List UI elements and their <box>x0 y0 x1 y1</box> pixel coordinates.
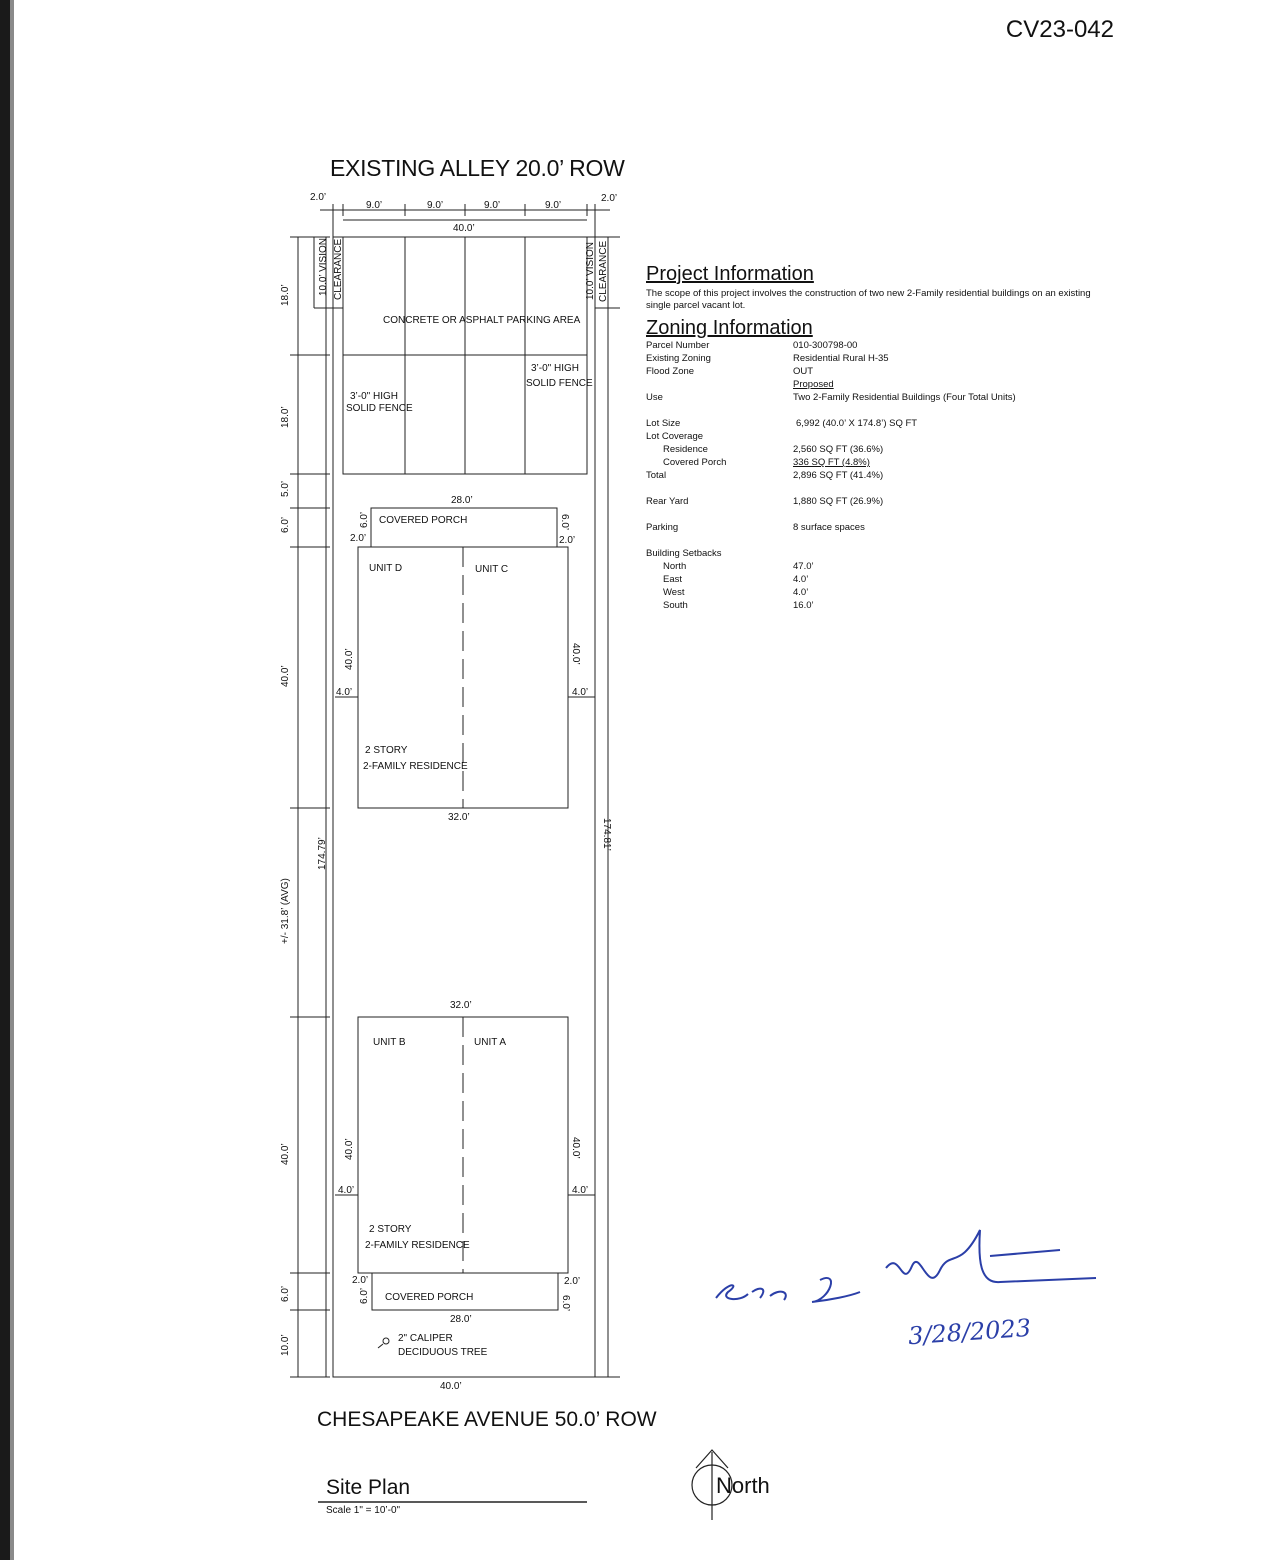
bldg-south-depth-l: 40.0’ <box>344 1138 355 1160</box>
zoning-label: North <box>663 561 687 572</box>
bldg-south-setback-l: 4.0’ <box>338 1185 355 1196</box>
unit-a-label: UNIT A <box>474 1037 507 1048</box>
porch-north-depth-l: 6.0’ <box>359 511 370 528</box>
case-number: CV23-042 <box>1005 16 1114 43</box>
zoning-label: Use <box>646 392 663 403</box>
zoning-label: East <box>663 574 683 585</box>
zoning-value: 47.0’ <box>793 561 814 572</box>
zoning-label: Residence <box>663 444 708 455</box>
bldg-north-depth-l: 40.0’ <box>344 648 355 670</box>
dim-left-0: 18.0’ <box>280 284 291 306</box>
porch-north-width: 28.0’ <box>451 495 473 506</box>
bldg-north-setback-l: 4.0’ <box>336 687 353 698</box>
bldg-south-setback-r: 4.0’ <box>572 1185 589 1196</box>
porch-south-depth-r: 6.0’ <box>560 1295 571 1312</box>
zoning-label: Lot Size <box>646 418 681 429</box>
porch-south-label: COVERED PORCH <box>385 1292 474 1303</box>
bldg-north-depth-r: 40.0’ <box>570 643 581 665</box>
bldg-north-type-2: 2-FAMILY RESIDENCE <box>363 761 468 772</box>
porch-north-offset-r: 2.0’ <box>559 535 576 546</box>
porch-south-offset-l: 2.0’ <box>352 1275 369 1286</box>
signature-mark <box>716 1230 1096 1302</box>
project-scope: The scope of this project involves the construction of two new 2-Family residential buildings on an existing single parcel vacant lot. <box>646 288 1091 311</box>
zoning-value: 8 surface spaces <box>793 522 865 533</box>
bldg-south-width: 32.0’ <box>450 1000 472 1011</box>
dim-left-2: 5.0’ <box>280 480 291 497</box>
fence-right-2: SOLID FENCE <box>526 378 593 389</box>
street-label: CHESAPEAKE AVENUE 50.0’ ROW <box>317 1408 657 1431</box>
zoning-value: 4.0’ <box>793 574 809 585</box>
dim-top-0: 2.0’ <box>310 192 327 203</box>
vision-right-1: 10.0’ VISION <box>585 242 596 300</box>
zoning-label: Covered Porch <box>663 457 727 468</box>
north-label: North <box>716 1473 770 1498</box>
zoning-table <box>646 340 1106 610</box>
zoning-value: 2,560 SQ FT (36.6%) <box>793 444 884 455</box>
zoning-value: 336 SQ FT (4.8%) <box>793 457 870 468</box>
zoning-value: 4.0’ <box>793 587 809 598</box>
zoning-value: OUT <box>793 366 814 377</box>
proposed-label: Proposed <box>793 379 834 390</box>
porch-south-width: 28.0’ <box>450 1314 472 1325</box>
zoning-value: Residential Rural H-35 <box>793 353 889 364</box>
zoning-value: Two 2-Family Residential Buildings (Four Total Units) <box>793 392 1016 403</box>
dim-top-3: 9.0’ <box>484 200 501 211</box>
zoning-label: Parcel Number <box>646 340 710 351</box>
porch-south-offset-r: 2.0’ <box>564 1276 581 1287</box>
dim-top-total: 40.0’ <box>453 223 475 234</box>
plan-scale: Scale 1" = 10’-0" <box>326 1505 401 1516</box>
porch-north <box>371 508 557 547</box>
signature-date: 3/28/2023 <box>907 1313 1032 1351</box>
lot-depth-right: 174.81’ <box>601 818 612 851</box>
dim-top-2: 9.0’ <box>427 200 444 211</box>
zoning-label: Total <box>646 470 667 481</box>
dim-left-3: 6.0’ <box>280 516 291 533</box>
bldg-north-width: 32.0’ <box>448 812 470 823</box>
unit-d-label: UNIT D <box>369 563 403 574</box>
dim-left-6: 40.0’ <box>280 1143 291 1165</box>
porch-north-offset-l: 2.0’ <box>350 533 367 544</box>
porch-north-label: COVERED PORCH <box>379 515 468 526</box>
bldg-north-setback-r: 4.0’ <box>572 687 589 698</box>
zoning-value: 1,880 SQ FT (26.9%) <box>793 496 884 507</box>
dim-top-1: 9.0’ <box>366 200 383 211</box>
zoning-value: 2,896 SQ FT (41.4%) <box>793 470 884 481</box>
zoning-label: Existing Zoning <box>646 353 711 364</box>
alley-label: EXISTING ALLEY 20.0’ ROW <box>330 155 625 181</box>
dim-top-5: 2.0’ <box>601 193 618 204</box>
zoning-label: Rear Yard <box>646 496 689 507</box>
parking-area-label: CONCRETE OR ASPHALT PARKING AREA <box>383 315 581 326</box>
dim-left-4: 40.0’ <box>280 665 291 687</box>
dim-top-4: 9.0’ <box>545 200 562 211</box>
dim-left-7: 6.0’ <box>280 1285 291 1302</box>
porch-south-depth-l: 6.0’ <box>359 1287 370 1304</box>
zoning-label: Building Setbacks <box>646 548 722 559</box>
zoning-label: Lot Coverage <box>646 431 704 442</box>
unit-c-label: UNIT C <box>475 564 509 575</box>
zoning-label: South <box>663 600 688 611</box>
unit-b-label: UNIT B <box>373 1037 406 1048</box>
fence-right-1: 3’-0" HIGH <box>531 363 580 374</box>
zoning-value: 010-300798-00 <box>793 340 858 351</box>
bldg-north-type-1: 2 STORY <box>365 745 408 756</box>
porch-north-depth-r: 6.0’ <box>559 514 570 531</box>
tree-label-2: DECIDUOUS TREE <box>398 1347 488 1358</box>
project-info-heading: Project Information <box>646 263 814 285</box>
dim-left-8: 10.0’ <box>280 1334 291 1356</box>
zoning-label: Flood Zone <box>646 366 695 377</box>
zoning-label: West <box>663 587 685 598</box>
vision-left-1: 10.0’ VISION <box>318 238 329 296</box>
dim-left-1: 18.0’ <box>280 406 291 428</box>
vision-right-2: CLEARANCE <box>598 240 609 302</box>
bldg-south-type-1: 2 STORY <box>369 1224 412 1235</box>
fence-left-2: SOLID FENCE <box>346 403 413 414</box>
zoning-label: Parking <box>646 522 679 533</box>
bldg-south-type-2: 2-FAMILY RESIDENCE <box>365 1240 470 1251</box>
fence-left-1: 3’-0" HIGH <box>350 391 399 402</box>
zoning-value: 16.0’ <box>793 600 814 611</box>
zoning-info-heading: Zoning Information <box>646 317 813 339</box>
tree-label-1: 2" CALIPER <box>398 1333 453 1344</box>
info-panel <box>646 262 1106 610</box>
bottom-dim: 40.0’ <box>440 1381 462 1392</box>
vision-left-2: CLEARANCE <box>333 238 344 300</box>
lot-depth-left: 174.79’ <box>317 837 328 870</box>
dim-left-5: +/- 31.8’ (AVG) <box>280 878 291 944</box>
bldg-south-depth-r: 40.0’ <box>570 1137 581 1159</box>
zoning-value: 6,992 (40.0’ X 174.8’) SQ FT <box>796 418 918 429</box>
plan-title: Site Plan <box>326 1476 411 1499</box>
